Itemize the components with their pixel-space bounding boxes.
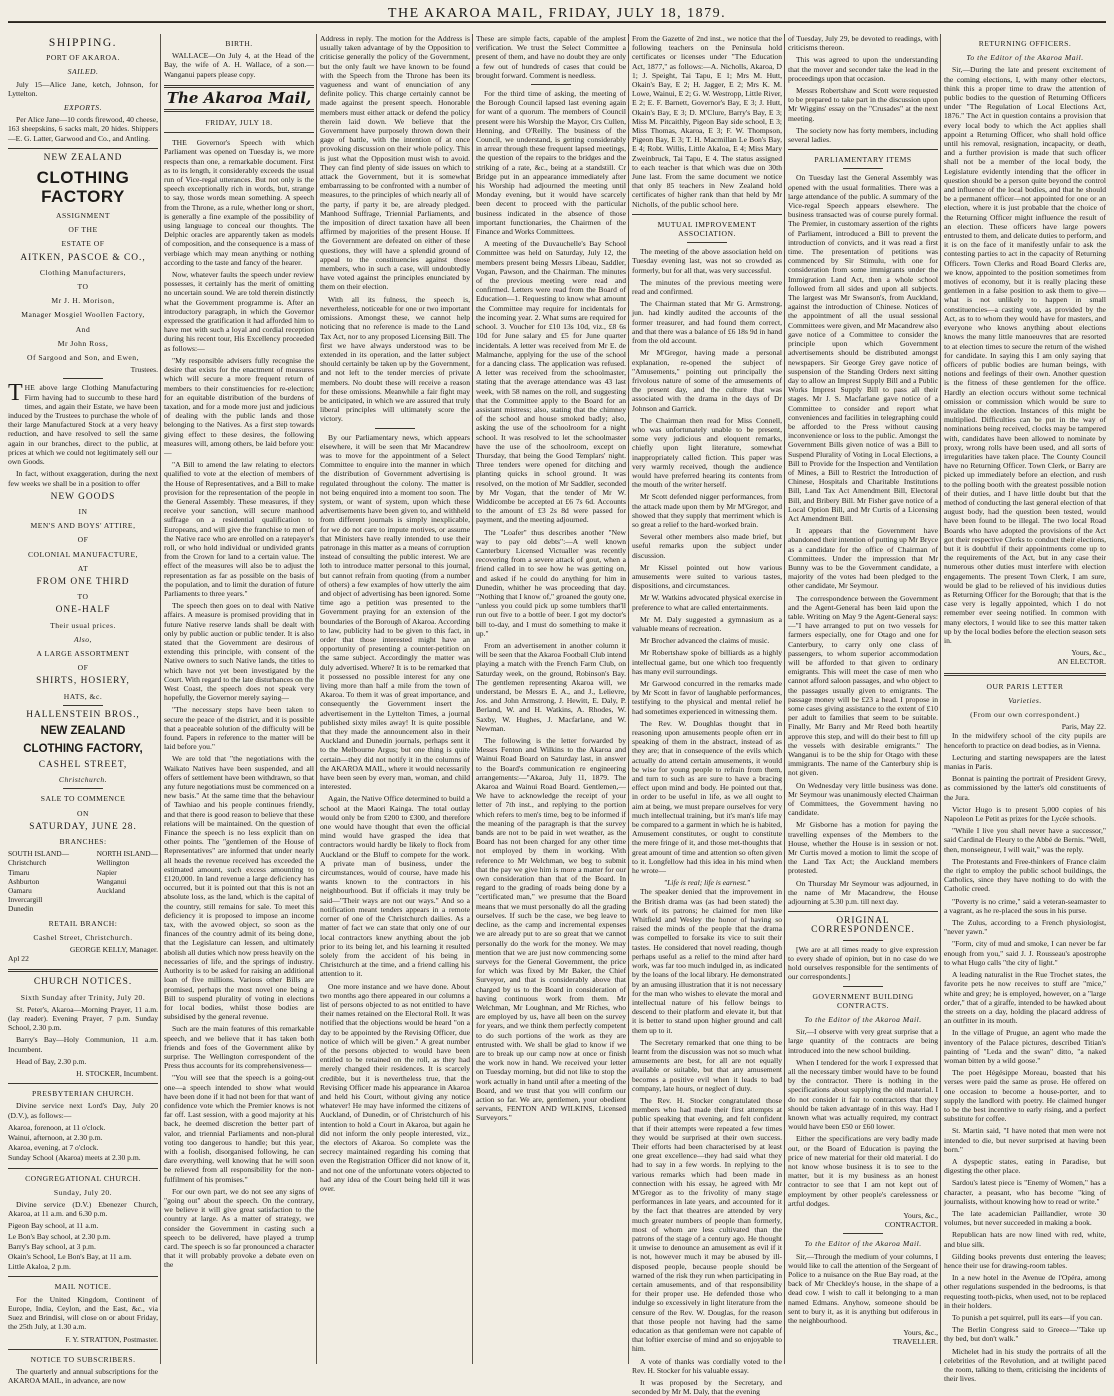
paris-item: "Poverty is no crime," said a veteran-seamaster to a vagrant, as he re-placed the sous in his purse. bbox=[944, 896, 1106, 915]
ad-to2: TO bbox=[77, 592, 89, 602]
branch-item: Invercargill bbox=[8, 895, 43, 905]
cong-line: Barry's Bay school, at 3 p.m. bbox=[8, 1241, 96, 1251]
branch-item: Timaru bbox=[8, 867, 30, 877]
column-4 bbox=[476, 34, 626, 1364]
paris-item: Republican hats are now lined with red, white, and blue silk. bbox=[944, 1230, 1106, 1249]
mutual-p: The Secretary remarked that one thing to be learnt from the discussion was not so much what amusements are best, for all are not equally available or suitable, but that any amusement becomes a positive evil when it leads to bad company, late hours, or neglect of duty. bbox=[632, 1037, 782, 1093]
divider bbox=[164, 109, 314, 112]
presby-text: Divine service next Lord's Day, July 20 (D.V.), as follows:— bbox=[8, 1101, 158, 1120]
ad-shirts: SHIRTS, HOSIERY, bbox=[36, 676, 130, 687]
divider bbox=[63, 705, 103, 706]
ad-on: ON bbox=[77, 808, 89, 818]
divider bbox=[843, 986, 883, 987]
news-school-committee: A meeting of the Duvauchelle's Bay School Committee was held on Saturday, July 12, the members present being Messrs Libeau, Saddler, Vogan, Pawson, and the Chairman. The minutes of the previous meeting were read and confirmed. Letters were read from the Board of Education—1. Requesting to know what amount the Committee may require for incidentals for the incoming year. 2. What sums are required for school. 3. Voucher for £10 13s 10d, viz., £8 6s 10d for June salary and £5 for June quarter incidentals. A letter was received from Mr E. de Malmanche, applying for the use of the school for a dancing class. The application was refused. A letter was received from the schoolmaster, stating that the average attendance was 43 last week, with 58 names on the roll, and suggesting that the Committee apply to the Board for an assistant mistress; also, stating that the chimney of the school and house smoked badly; also, asking the use of the schoolroom for a night school. It was resolved to let the schoolmaster have the use of the schoolroom, except on Thursday, that being the Good Templars' night. Three tenders were opened for ditching and planting quicks in school ground. It was resolved, on the motion of Mr Saddler, seconded by Mr Vogan, that the tender of Mr W. Widdicombe be accepted at £6 7s 6d. Accounts to the amount of £3 2s 8d were passed for payment, and the meeting adjourned. bbox=[476, 239, 626, 525]
ad-manager: GEORGE KELLY, Manager. bbox=[69, 945, 158, 954]
column-divider bbox=[472, 34, 473, 1364]
editorial-quote-3: "The necessary steps have been taken to secure the peace of the district, and it is possible that a peaceable solution of the difficulty will be found. Papers in reference to the matter will be laid before you." bbox=[164, 705, 314, 752]
ad-and: And bbox=[75, 324, 91, 334]
news-football: From an advertisement in another column it will be seen that the Akaroa Football Club intend playing a match with the French Farm Club, on Saturday week, on the ground, Robinson's Bay. The gentlemen representing Akaroa will, we understand, be Messrs E. A., and J., Lelievre, Jos. and John Armstrong, J. Hewitt, E. Daly, P. Berland, W. and H. Watkins, A. Rhodes, W. Saxby, W. Hughes, J. Macfarlane, and W. Newman. bbox=[476, 641, 626, 733]
branch-item: SOUTH ISLAND— bbox=[8, 849, 69, 859]
ad-body-1 bbox=[8, 380, 158, 467]
cong-line: Le Bon's Bay school, at 2.30 p.m. bbox=[8, 1231, 111, 1241]
divider bbox=[164, 85, 314, 88]
returning-officers-to: To the Editor of the Akaroa Mail. bbox=[966, 53, 1084, 63]
mutual-p: The Chairman stated that Mr G. Armstrong, jun. had kindly audited the accounts of the former treasurer, and had found them correct, and that there was a balance of £6 18s 9d in hand from the old account. bbox=[632, 299, 782, 346]
editorial-p5: Such are the main features of this remarkable speech, and we believe that it has taken both friends and foes of the Government alike by surprise. The Wellington correspondent of the Press thus accounts for its comprehensiveness— bbox=[164, 1024, 314, 1071]
mutual-p: The meeting of the above association held on Tuesday evening last, was not so crowded as formerly, but for all that, was very successful. bbox=[632, 247, 782, 275]
column-2 bbox=[164, 34, 314, 1364]
editorial-p2: Now, whatever faults the speech under review possesses, it certainly has the merit of omitting no uncertain sound. We are told therein distinctly what the Government programme is. After an introductory paragraph, in which the Governor expressed the gratification it had afforded him to have met with such a loyal and cordial reception during his recent tour, His Excellency proceeded as follows:— bbox=[164, 270, 314, 353]
orig-corr-heading: ORIGINAL CORRESPONDENCE. bbox=[811, 916, 915, 936]
ad-mens: MEN'S AND BOYS' ATTIRE, bbox=[30, 521, 136, 531]
editorial-p6: For our own part, we do not see any signs of "going out" about the speech. On the contrary, we believe it will give great satisfaction to the country at large. As a matter of strategy, we consider the Government in casting such a speech to be delivered, have played a trump card. The speech is so far pronounced a character that it will probably provoke a debate even on the bbox=[164, 1186, 314, 1270]
ad-of: OF bbox=[77, 535, 89, 545]
column-6 bbox=[788, 34, 938, 1364]
masthead bbox=[0, 6, 1114, 28]
birth-heading: BIRTH. bbox=[225, 39, 253, 48]
divider bbox=[843, 168, 883, 169]
gbc-p: Sir,—I observe with very great surprise that a large quantity of the contracts are being introduced into the new school building. bbox=[788, 1027, 938, 1055]
sailed-text: July 15—Alice Jane, ketch, Johnson, for Lyttelton. bbox=[8, 79, 158, 98]
mutual-p: Several other members also made brief, but useful remarks upon the subject under discussion. bbox=[632, 532, 782, 560]
paris-item: Gilding books prevents dust entering the leaves; hence their use for drawing-room tables. bbox=[944, 1251, 1106, 1270]
ad-nz2: NEW ZEALAND bbox=[40, 724, 126, 737]
paris-item: A dyspeptic states, eating in Paradise, but digesting the other place. bbox=[944, 1156, 1106, 1176]
divider bbox=[632, 214, 782, 215]
ad-date: Apl 22 bbox=[8, 954, 29, 964]
parl-text: On Thursday Mr Seymour was adjourned, in the name of Mr Macandrew, the House adjourning at 5.30 p.m. till next day. bbox=[788, 878, 938, 907]
divider bbox=[375, 428, 415, 429]
paris-item: To punish a pet squirrel, pull its ears—if you can. bbox=[952, 1313, 1103, 1322]
mutual-p: A vote of thanks was cordially voted to the Rev. H. Stocker for his valuable essay. bbox=[632, 1356, 782, 1375]
ad-also: Also, bbox=[74, 634, 92, 644]
paris-item: Bonnat is painting the portrait of President Grevy, as commissioned by the latter's old constituents of the Jura. bbox=[944, 774, 1106, 802]
column-divider bbox=[316, 34, 317, 1364]
paris-item: In the midwifery school of the city pupils are henceforth to practice on dead bodies, as in Vienna. bbox=[944, 731, 1106, 750]
ad-estate-of: ESTATE OF bbox=[61, 239, 105, 249]
ad-in: IN bbox=[78, 506, 88, 516]
branch-item: Napier bbox=[96, 867, 117, 877]
presby-line: Akaroa, evening, at 7 o'clock. bbox=[8, 1143, 99, 1153]
presby-line: Sunday School (Akaroa) meets at 2.30 p.m. bbox=[8, 1153, 141, 1163]
paris-item: St. Martin said, "I have noted that men were not intended to die, but never surprised at having been born." bbox=[944, 1126, 1106, 1154]
paris-item: "While I live you shall never have a successor," said Cardinal de Fleury to the Abbé de Bernis. "Well, then, monseigneur, I will wait," was the reply. bbox=[944, 826, 1106, 854]
shipping-heading: SHIPPING. bbox=[48, 37, 118, 49]
subs-heading: NOTICE TO SUBSCRIBERS. bbox=[30, 1354, 136, 1364]
ad-ross-sub: Of Sargood and Son, and Ewen, bbox=[26, 353, 139, 363]
port-heading: PORT OF AKAROA. bbox=[46, 53, 120, 63]
mutual-p: Mr Brocher advanced the claims of music. bbox=[640, 636, 770, 646]
paris-item: Michelet had in his study the portraits of all the celebrities of the Revolution, and at twilight paced the room, talking to them, criticising the incidents of their lives. bbox=[944, 1346, 1106, 1384]
paris-date: Paris, May 22. bbox=[1061, 722, 1106, 732]
ad-chch: Christchurch. bbox=[58, 775, 108, 785]
gbc2-p: Sir,—Through the medium of your columns, I would like to call the attention of the Sergeant of Police to a nuisance on the Rue Bay road, at the back of Mr Checkley's house, in the shape of a dead cow. I wish to call it belonging to a man named Edmans. Anyhow, someone should be sent to bury it, as it is anything but odiferous in the neighbourhood. bbox=[788, 1251, 938, 1325]
returning-officers-sig: Yours, &c., bbox=[1071, 648, 1106, 658]
ad-body-1-text: HE above large Clothing Manufacturing Firm having had to succumb to these hard times, and again their Estate, we have been induced by the Trustees to purchase the whole of their large Manufactured Stock at a very heavy reduction, and have resolved to sell the same again in our branches, direct to the public, at prices at which we could not legitimately sell our own Goods. bbox=[8, 383, 158, 467]
ad-their-prices: Their usual prices. bbox=[50, 620, 116, 630]
ad-new-goods: NEW GOODS bbox=[50, 491, 116, 502]
branch-item: NORTH ISLAND— bbox=[96, 849, 158, 859]
divider bbox=[843, 1233, 883, 1234]
exports-label: EXPORTS. bbox=[64, 103, 102, 113]
cong-heading: CONGREGATIONAL CHURCH. bbox=[25, 1173, 141, 1183]
gbc-heading: GOVERNMENT BUILDING CONTRACTS. bbox=[812, 991, 914, 1010]
mutual-p: The Chairman then read for Miss Connell, who was unfortunately unable to be present, some very judicious and eloquent remarks, chiefly upon light literature, somewhat inappropriately called fiction. This paper was very warmly received, though the audience would have preferred hearing its contents from the mouth of the writer herself. bbox=[632, 415, 782, 490]
ad-ross: Mr John Ross, bbox=[57, 338, 109, 348]
divider bbox=[788, 911, 938, 912]
paper-nameplate: The Akaroa Mail, bbox=[166, 88, 312, 107]
mutual-heading: MUTUAL IMPROVEMENT ASSOCIATION. bbox=[657, 219, 757, 239]
paris-heading: OUR PARIS LETTER bbox=[986, 681, 1064, 691]
branches-north bbox=[97, 849, 158, 913]
parl-text: It appears that the Government have abandoned their intention of putting up Mr Bryce as a candidate for the office of Chairman of Committees. Under the impression that Mr Bunny was to be the Government candidate, a majority of the votes had been pledged to the other candidate, Mr Seymour. bbox=[788, 526, 938, 591]
divider bbox=[63, 788, 103, 789]
paris-item: The Berlin Congress said to Greece—"Take up thy bed, but don't walk." bbox=[944, 1325, 1106, 1344]
column-7-right bbox=[944, 34, 1106, 1384]
paris-item: A leading naturalist in the Rue Trochet states, the favorite pets he now receives to stuff are "mice," white and grey; he is employed, however, on a "large order," that of a giraffe, intended to be hawked about the streets on a day, holding the placard address of an outfitter in its mouth. bbox=[944, 970, 1106, 1026]
divider bbox=[63, 378, 103, 379]
parl-text: On Tuesday last the General Assembly was opened with the usual formalities. There was a large attendance of the public. A summary of the Vice-regal Speech appears elsewhere. The business transacted was of course purely formal. The Premier, in customary assertion of the rights of Parliament, introduced a Bill to prevent the introduction of convicts, and it was read a first time. The presentation of petitions was commenced by Sir Stimulu, with one for consideration from some immigrants under the Immigration Land Act, then a whole school followed from all sides and upon all subjects. The largest was Mr Swanson's, from Auckland, against the introduction of Chinese. Notices of the appointment of all the usual sessional Committees were given, and Mr Macandrew also gave notice of a Committee to consider the principle upon which Government advertisements should be distributed amongst newspapers. Sir George Grey gave notice of suspension of the Standing Orders next sitting day to allow an Imprest Supply Bill and a Public Works Imprest Supply Bill to pass all their stages. Mr J. S. Macfarlane gave notice of a Committee to consider and report what conveniences and facilities in telegraphing could be afforded to the Press without causing inconvenience or loss to the public. Amongst the Government Bills given notice of was a Bill to Suspend Plurality of Voting in Local Elections, a Bill to Provide for the Inspection and Ventilation of Mines, a Bill to Restrict the Introduction of Chinese, Hospitals and Charitable Institutions Bill, Land Tax Act Amendment Bill, Electoral Bill, and Bribery Bill. Mr Fisher gave notice of a Local Option Bill, and Mr Curtis of a Licensing Act Amendment Bill. bbox=[788, 173, 938, 523]
ad-firm-sub: Clothing Manufacturers, bbox=[39, 267, 127, 277]
mutual-p: It was proposed by the Secretary, and seconded by Mr M. Daly, that the evening bbox=[632, 1378, 782, 1396]
divider bbox=[8, 969, 158, 972]
branch-item: Auckland bbox=[96, 885, 126, 895]
presby-line: Akaroa, forenoon, at 11 o'clock. bbox=[8, 1122, 106, 1132]
column-divider bbox=[940, 34, 941, 1364]
editorial-p4: We are told that "the negotiations with the Waikato Natives have been suspended, and all offers of settlement have been withdrawn, so that any future negotiations must be commenced on a new basis." At the same time that the behaviour of Tawhiao and his people continues friendly, and that there is good reason to believe that these relations will be maintained. On the question of Finance the speech is no less explicit than on other points. The "gentlemen of the House of Representatives" are informed that under nearly all heads the revenue received has exceeded the estimated amount, such excess amounting to £120,000. In land revenue a large deficiency has occurred, but it is pointed out that this is not an absolute loss, as the land, which is the capital of the country, still remains for sale. To meet this deficiency it is proposed to impose an income tax, with the avowed object, so soon as the finances of the country admit of its being done, that the Legislature can lessen, and ultimately abolish all duties which now press heavily on the necessaries of life, and the springs of industry. Authority is to be asked for raising an additional loan of five millions. Various other Bills are promised, perhaps the most novel one being a Bill to suspend plurality of voting in elections for local bodies, whilst those bodies are subsidised by the general revenue. bbox=[164, 754, 314, 1022]
ad-hallenstein: HALLENSTEIN BROS., bbox=[26, 709, 140, 720]
presby-line: Wainui, afternoon, at 2.30 p.m. bbox=[8, 1133, 103, 1143]
editorial-cont-p1: Address in reply. The motion for the Address is usually taken advantage of by the Opposition to criticise generally the policy of the Government, but the only fault we have known to be found with the Speech from the Throne has been its vagueness and want of enunciation of any definite policy. This charge certainly cannot be made against the present speech. Honorable members must either attack or defend the policy therein laid down. We believe that the Government have purposely thrown down their gage of battle, with the intention of at once provoking discussion on their whole policy. This is just what the Opposition must wish to avoid. They can find plenty of side issues on which to attack the Government, but it is somewhat embarrassing to be confronted with a number of measures, to the principles of which nearly all of the party, if party it be, are already pledged. Manhood Suffrage, Triennial Parliaments, and the imposition of direct taxation have all been affirmed by majorities of the present House. If the Government are defeated on either of these questions, they will have a splendid ground of appeal to the constituencies against those members, who in such a case, will undoubtedly have voted against the principles enunciated by them on their election. bbox=[320, 34, 470, 292]
divider bbox=[531, 84, 571, 85]
ad-morison: Mr J. H. Morison, bbox=[51, 296, 115, 306]
gbc2-name: TRAVELLER. bbox=[892, 1337, 938, 1347]
ad-body-2: In fact, without exaggeration, during the next few weeks we shall be in a position to offer bbox=[8, 469, 158, 488]
gbc-to: To the Editor of the Akaroa Mail. bbox=[804, 1014, 922, 1024]
masthead-title: THE AKAROA MAIL, FRIDAY, JULY 18, 1879. bbox=[387, 6, 727, 21]
ad-colonial: COLONIAL MANUFACTURE, bbox=[27, 549, 139, 559]
paris-sub: Varieties. bbox=[1008, 695, 1042, 705]
ad-sale: SALE TO COMMENCE bbox=[40, 794, 126, 804]
ad-retail: RETAIL BRANCH: bbox=[48, 918, 118, 928]
ad-sale-date: SATURDAY, JUNE 28. bbox=[29, 821, 137, 832]
editorial-p3: The speech then goes on to deal with Native affairs. A measure is promised providing that in future Native reserve lands shall be dealt with only by public auction or public tender. It is also stated that the Government are desirous of extending this principle, with consent of the Native owners to such Native lands, the titles to which have not yet been investigated by the Court. With regard to the late disturbances on the West Coast, the speech does not speak very hopefully, the Governor merely saying— bbox=[164, 601, 314, 703]
ad-retail-addr: Cashel Street, Christchurch. bbox=[33, 932, 133, 942]
ad-at: AT bbox=[77, 563, 89, 573]
news-borough-council: For the third time of asking, the meeting of the Borough Council lapsed last evening again for want of a quorum. The members of Council present were his Worship the Mayor, Crs Cullen, Henning, and O'Reilly. The business of the Council, we understand, is getting considerably in arrear through these frequent lapsed meetings, the question of the repairs to the bridges and the striking of a rate, &c., being at a standstill. Cr Bridge put in an appearance immediately after his Worship had adjourned the meeting until Monday evening, but it would have scarcely been decent to proceed with the particular business indicated in the absence of those important functionaries, the Chairmen of the Finance and Works Committees. bbox=[476, 89, 626, 237]
subs-text: The quarterly and annual subscriptions for the AKAROA MAIL, in advance, are now bbox=[8, 1366, 158, 1386]
paris-item: Lecturing and starting newspapers are the latest manias in Paris. bbox=[944, 752, 1106, 772]
divider bbox=[843, 940, 883, 941]
cong-date: Sunday, July 20. bbox=[53, 1187, 113, 1197]
column-5 bbox=[632, 34, 782, 1396]
divider bbox=[8, 1168, 158, 1169]
paris-item: The poet Hégésippe Moreau, boasted that his verses were paid the same as prose. He offered on one occasion to become a house-porter, and to supply the landlord with poetry. He claimed hunger to be the best incentive to early rising, and a perfect substitute for coffee. bbox=[944, 1068, 1106, 1124]
ad-trustees: Trustees. bbox=[130, 365, 158, 375]
paris-item: The late academician Paillandier, wrote 30 volumes, but never succeeded in making a book. bbox=[944, 1208, 1106, 1228]
branches-list bbox=[8, 849, 158, 913]
ad-to: TO bbox=[77, 282, 89, 292]
gbc2-to: To the Editor of the Akaroa Mail. bbox=[804, 1239, 922, 1249]
news-loafer: The "Loafer" thus describes another "New way to pay old debts":—A well known Canterbury Licensed Victualler was recently recovering from a severe attack of gout, when a friend called in to see how he was getting on, and asked if he could do anything for him in Dunedin, whither he was proceeding that day. "Nothing that I know of," groaned the gouty one, "unless you could pick up some tumblers that'll run out five to a bottle of beer. I got my doctor's bill to-day, and I must do something to make it up." bbox=[476, 527, 626, 638]
mail-postmaster: F. Y. STRATTON, Postmaster. bbox=[65, 1334, 158, 1344]
gbc2-sig: Yours, &c., bbox=[903, 1328, 938, 1338]
editorial-cont-p2: With all its fulness, the speech is, nevertheless, noticeable for one or two important omissions. Amongst these, we cannot help noticing that no reference is made to the Land Tax Act, nor to any proposed Licensing Bill. The first we have always understood was to be extended in its operation, and the latter subject should certainly be taken up by the Government, and not left to the tender mercies of private members. No doubt these will receive a reason for these omissions. Meanwhile a fair fight may be anticipated, in which we are assured that truly liberal principles will ultimately score the victory. bbox=[320, 294, 470, 424]
mutual-p: Mr M'Gregor, having made a personal explanation, re-opened the subject of "Amusements," pointing out principally the frivolous nature of some of the amusements of the present day, and the culture that was associated with the drama in the days of Dr Johnson and Garrick. bbox=[632, 348, 782, 413]
ad-assignment: ASSIGNMENT bbox=[56, 211, 110, 221]
editorial-quote-1: "My responsible advisers fully recognise the desire that exists for the enactment of measures which will secure a more frequent return of members to their constituencies for re-election; for an equitable distribution of the burdens of taxation, and for a mode more just and judicious of dealing with the public lands and those belonging to the Natives. As a first step towards giving effect to these desires, the following measures will, among others, be laid before you:— bbox=[164, 355, 314, 457]
mutual-p: The Rev. W. Doughlas thought that in reasoning upon amusements people often err in speaking of them in the abstract, instead of as they are; that in consequence of the evils which actually do attend certain amusements, it would be wise for young people to refrain from them, and turn to such as are sure to have a bracing effect upon mind and body. He pointed out that, in order to be useful in life, as we all ought to aim at being, we must prepare ourselves for very much intellectual training, but it's man's life may be compared to a garment in which he is habited, Amusement constitutes, or ought to constitute the mere fringe of it, and those met-thoughts that great amount of time and attention so often given to it. Longfellow had this idea in his mind when he wrote— bbox=[632, 718, 782, 876]
paris-item: "Form, city of mud and smoke, I can never be far enough from you," said J. J. Rousseau's apostrophe to what Hugo calls "the city of light." bbox=[944, 939, 1106, 967]
orig-corr-note: [We are at all times ready to give expression to every shade of opinion, but in no case do we hold ourselves responsible for the sentiments of our correspondents.] bbox=[788, 944, 938, 982]
branch-item: Dunedin bbox=[8, 904, 34, 914]
ad-clothing-factory-title: CLOTHING FACTORY bbox=[36, 168, 130, 207]
divider bbox=[8, 1349, 158, 1350]
gbc-name: CONTRACTOR. bbox=[884, 1220, 938, 1230]
mail-text: For the United Kingdom, Continent of Europe, India, Ceylon, and the East, &c., via Suez and Brindisi, will close on or about Friday, the 25th July, at 1.30 a.m. bbox=[8, 1294, 158, 1332]
branches-south bbox=[8, 849, 69, 913]
editorial-quote-4: "You will see that the speech is a going-out one—a speech intended to show what would have been done if it had not been for that want of confidence vote which the Premier knows is not far off. Last session, with a good majority at his back, he deemed discretion the better part of valor, and triennial Parliaments and non-plural voting too dangerous to handle; but this year, with a foolish, disorganised following, he can dare everything, well knowing that he will soon be relieved from all responsibility for the non-fulfilment of his promises." bbox=[164, 1073, 314, 1184]
editorial-quote-2: "A Bill to amend the law relating to electors qualified to vote at the election of members of the House of Representatives, and a Bill to make provision for the representation of the people in the General Assembly. These measures, if they receive your sanction, will secure manhood suffrage on a residential qualification to Europeans, and will give the franchise to men of the Native race who are enrolled on a ratepayer's roll, or who hold individual or undivided grants from the Crown for land to a certain value. The effect of the measures will also be to adjust the representation as far as possible on the basis of the population, and to limit the duration of future Parliaments to three years." bbox=[164, 460, 314, 598]
returning-officers-heading: RETURNING OFFICERS. bbox=[978, 39, 1072, 48]
paris-item: Sardou's latest piece is "Enemy of Women," has a character, a peasant, who has become "king of journalists, without knowing how to read or write." bbox=[944, 1178, 1106, 1206]
birth-text: WALLACE—On July 4, at the Head of the Bay, the wife of A. H. Wallace, of a son.—Wanganui papers please copy. bbox=[164, 51, 314, 79]
parl-text: On Wednesday very little business was done. Mr Seymour was unanimously elected Chairman of Committees, the Government having no candidate. bbox=[788, 780, 938, 818]
branch-item: Ashburton bbox=[8, 876, 40, 886]
ad-cf2: CLOTHING FACTORY, bbox=[23, 742, 143, 755]
mutual-p: Mr Robertshaw spoke of billiards as a highly intellectual game, but one which too frequently has many evil surroundings. bbox=[632, 648, 782, 676]
mutual-p: Mr Scott defended nigger performances, from the attack made upon them by Mr M'Gregor, and showed that they supply that merriment which is so great a relief to the hard-worked brain. bbox=[632, 492, 782, 529]
gbc-p: When I tendered for the work I expressed that all the necessary timber would have to be found by the contractor. There is nothing in the specifications about supplying the old material. I do not consider it fair to contractors that they should be taken advantage of in this way. Had I known what was actually required, my contract would have been £50 or £60 lower. bbox=[788, 1057, 938, 1132]
ad-branches: BRANCHES: bbox=[59, 836, 107, 846]
church-stocker: H. STOCKER, Incumbent. bbox=[76, 1069, 158, 1079]
cong-line: Little Akaloa, 2 p.m. bbox=[8, 1262, 71, 1272]
divider bbox=[687, 242, 727, 243]
ad-firm-name: AITKEN, PASCOE & CO., bbox=[20, 252, 146, 263]
parl-text: Mr Gisborne has a motion for paying the travelling expenses of the Members to the House, whether the House is in session or not. Mr Curtis moved a motion to limit the scope of the Land Tax Act; the Auckland members protested. bbox=[788, 820, 938, 876]
divider bbox=[944, 673, 1106, 676]
mutual-cont: This was agreed to upon the understanding that the mover and seconder take the lead in the proceedings upon that occasion. bbox=[788, 55, 938, 83]
divider bbox=[8, 1276, 158, 1277]
mutual-p: Mr W. Watkins advocated physical exercise in preference to what are called entertainments. bbox=[632, 593, 782, 612]
news-teachers: From the Gazette of 2nd inst., we notice that the following teachers on the Peninsula hold certificates or licenses under "The Education Act, 1877," as follows:—A. Nicholls, Akaroa, D 1; J. Speight, Tai Tapu, E 1; Mrs M. Hutt, Okain's Bay, E 2; H. Jagger, E 2; Mrs K. M. Lowe, Wainui, E 2; G. W. Westropp, Little River, E 2; E. F. Barnett, Governor's Bay, E 3; J. Hutt, Okain's Bay, E 3; D. M'Clure, Barry's Bay, E 3; Miss M. Pitcaithly, Pigeon Bay side school, E 3; Miss Thomas, Akaroa, E 3; F. W. Thompson, Pigeon Bay, E 3; T. H. Macmillan Le Bon's Bay, E 4; Robt. Willis, Little Akaloa, E 4; Miss Mary Zweinbruck, Tai Tapu, E 4. The status assigned to each teacher is that which was due on 30th June last. From the same document we notice that only 85 teachers in New Zealand hold certificates of higher rank than that held by Mr Nicholls, of the public school here. bbox=[632, 34, 782, 209]
mutual-cont: of Tuesday, July 29, be devoted to readings, with criticisms thereon. bbox=[788, 34, 938, 53]
editorial-cont-p5: One more instance and we have done. About two months ago there appeared in our columns a list of persons objected to as not entitled to have their names retained on the Electoral Roll. It was notified that the objections would be heard "on a day to be appointed by the Revising Officer, due notice of which will be given." A great number of the persons objected to would have been entitled to be retained on the roll, as they had merely changed their residences. It is scarcely credible, but it is nevertheless true, that the Revising Officer made his appearance in Akaroa and held his Court, without giving any notice whatever! He may have informed the citizens of Auckland, of Dunedin, or of Christchurch of his intention to hold a Court in Akaroa, but again he did not inform the only people interested, viz., the electors of Akaroa. So complete was the secrecy maintained regarding his coming that even the Registration Officer did not know of it, and not one of the unfortunate voters objected to had any idea of the Court being held till it was over. bbox=[320, 981, 470, 1193]
branch-item: Christchurch bbox=[8, 858, 47, 868]
church-sunday: Sixth Sunday after Trinity, July 20. bbox=[20, 992, 146, 1002]
mutual-p: Mr M. Daly suggested a gymnasium as a valuable means of recreation. bbox=[632, 614, 782, 633]
ad-from: FROM ONE THIRD bbox=[36, 576, 130, 587]
ad-nz-title: NEW ZEALAND bbox=[43, 152, 123, 163]
ad-of2: OF bbox=[77, 663, 89, 673]
parl-heading: PARLIAMENTARY ITEMS bbox=[814, 155, 912, 165]
branch-item: Wanganui bbox=[96, 876, 127, 886]
paris-item: In the village of Prugue, an agent who made the inventory of the Palace pictures, described Titian's painting of "Leda and the swan" ditto, "a naked woman bitten by a wild goose." bbox=[944, 1028, 1106, 1065]
mutual-p: Mr Kissel pointed out how various amusements were suited to various tastes, dispositions, and circumstances. bbox=[632, 562, 782, 591]
divider bbox=[788, 149, 938, 150]
ad-large-assort: A LARGE ASSORTMENT bbox=[36, 648, 130, 658]
mail-heading: MAIL NOTICE. bbox=[54, 1282, 112, 1292]
mutual-quote: "Life is real; life is earnest." bbox=[663, 878, 751, 888]
column-1 bbox=[8, 34, 158, 1386]
parl-text: The correspondence between the Government and the Agent-General has been laid upon the table. Writing on May 9 the Agent-General says:—"I have arranged to put on two vessels for farmers especially, one for Otago and one for Canterbury, to carry only one class of passengers, to whom superior accommodation will be afforded to that given to ordinary emigrants. This will meet the case of men who cannot afford saloon passages, and who object to the passages usually given to emigrants. The passage money will be £23 a head. I propose in some cases giving assistance to the extent of £10 per adult to families that seem to be suitable. Finally, Mr Barry and Mr Reed both heartily approve this step, and will do their best to fill up the vessels with desirable emigrants." The Wanganui is to be the ship for Otago with these immigrants. The name of the Canterbury ship is not given. bbox=[788, 593, 938, 778]
editorial-p1: THE Governor's Speech with which Parliament was opened on Tuesday is, we more respects than one, a remarkable document. First as to its length, it considerably exceeds the usual run of Vice-regal utterances. But not only is the speech exceptionally rich in words, but, strange to say, those words mean something. A speech from the Throne, as a rule, whether long or short, is generally a fine example of the possibility of using language to conceal our thoughts. The Delphic oracles are apparently taken as models of composition, and the consequence is a mass of verbiage which may mean anything or nothing according to the taste and fancy of the hearer. bbox=[164, 138, 314, 267]
mutual-cont: The society now has forty members, including several ladies. bbox=[788, 125, 938, 145]
mutual-p: The minutes of the previous meeting were read and confirmed. bbox=[632, 277, 782, 297]
mutual-p: The Rev. H. Stocker congratulated those members who had made their first attempts at public speaking that evening, and felt confident that if their attempts were repeated a few times they would be surprised at their own success. Their efforts had been characterised by at least one great excellence—they had said what they had to say in a few words. In replying to the various remarks which had been made in connection with his essay, he agreed with Mr M'Gregor as to the frivolity of many stage performances in late years, and accounted for it by the fact that theatres are attended by very much greater numbers of people than formerly, most of whom are less cultivated than the patrons of the stage of a century ago. He thought it unwise to denounce an amusement as evil if it is not, however much it may be abused by ill-disposed people, because people should be warned of the risk they run when participating in certain amusements, and of that responsibility for their proper use. He defended those who indulge so excessively in light literature from the censure of the Rev. W. Douglas, for the reason that those people not having had the same education as that gentleman were not capable of that loftier exercise of mind and so enjoyable to him. bbox=[632, 1095, 782, 1354]
branch-item: Oamaru bbox=[8, 885, 32, 895]
paris-item: The Zulus, according to a French physiologist, "never yawn." bbox=[944, 918, 1106, 937]
cong-text: Divine service (D.V.) Ebenezer Church, Akaroa, at 11 a.m. and 6.30 p.m. bbox=[8, 1200, 158, 1219]
editorial-date: FRIDAY, JULY 18. bbox=[205, 118, 273, 128]
column-3 bbox=[320, 34, 470, 1364]
divider bbox=[164, 132, 314, 133]
mutual-p: The speaker denied that the improvement in the British drama was (as had been stated) the work of its patrons; he claimed for men like Whitfield and Wesley the honor of having so raised the minds of the people that the drama was compelled to forsake its vice to suit their tastes. He considered that novel reading, though perhaps useful as a relief to the mind after hard work, was far too much indulged in, as indicated by the loans of the local library. He demonstrated by an amusing illustration that it is not necessary for the man who wishes to elevate the moral and intellectual nature of his fellow beings to descend to their platform and elevate it, but that it is better to stand upon higher ground and call them up to it. bbox=[632, 887, 782, 1035]
column-divider bbox=[160, 34, 161, 1364]
paris-item: Victor Hugo is to present 5,000 copies of his Napoleon Le Petit as prizes for the Lycée schools. bbox=[944, 804, 1106, 824]
sailed-label: SAILED. bbox=[67, 67, 99, 77]
masthead-rule bbox=[8, 21, 1106, 23]
paris-item: In a new hotel in the Avenue de l'Opéra, among other regulations suspended in the bedrooms, is that requesting tooth-picks, when used, not to be replaced in their holders. bbox=[944, 1273, 1106, 1310]
ad-morison-sub: Manager Mosgiel Woollen Factory, bbox=[21, 310, 145, 320]
paris-from: (From our own correspondent.) bbox=[970, 710, 1080, 720]
ad-hats: HATS, &c. bbox=[63, 691, 103, 701]
dropcap-t: T bbox=[8, 380, 23, 407]
divider bbox=[8, 148, 158, 149]
gbc-p: Either the specifications are very badly made out, or the Board of Education is paying the price of new material for their old material. I do not know whose business it is to see to the matter, but it is my business as an honest contractor to see that I am not kept out of employment by other people's carelessness or artful dodges. bbox=[788, 1134, 938, 1208]
column-divider bbox=[628, 34, 629, 1364]
gbc-sig: Yours, &c., bbox=[903, 1210, 938, 1220]
mutual-p: Mr Garwood concurred in the remarks made by Mr Scott in favor of laughable performances, testifying to the physical and mental relief he had sometimes experienced in witnessing them. bbox=[632, 679, 782, 716]
news-p1: These are simple facts, capable of the amplest verification. We trust the Select Committee a present of them, and have no doubt they are only a few out of hundreds of cases that could be brought forward. Comment is needless. bbox=[476, 34, 626, 80]
presby-heading: PRESBYTERIAN CHURCH. bbox=[32, 1089, 134, 1099]
church-head: Head of Bay, 2.30 p.m. bbox=[16, 1056, 87, 1066]
paris-item: The Protestants and Free-thinkers of France claim the right to employ the public school buildings, the Catholics, since they have nothing to do with the Catholic creed. bbox=[944, 856, 1106, 894]
ad-half: ONE-HALF bbox=[55, 605, 111, 616]
cong-line: Okain's School, Le Bon's Bay, at 11 a.m. bbox=[8, 1252, 132, 1262]
returning-officers-letter: Sir,—During the late and present excitement of the coming elections, I, with many other electors, think this a proper time to draw the attention of public bodies to the question of Returning Officers under "The Regulation of Local Elections Act, 1876." The Act in question contains a provision that every local body to which the Act applies shall appoint a Returning Officer, who shall hold office until his removal, resignation, incapacity, or death, and a further provision is made that such officer shall not be a member of the local body, the Legislature evidently intending that the officer in question should be a person quite beyond the control and influence of the local bodies, and that he should be a permanent officer—not appointed for one or an election, where it is just probable that the choice of the Returning Officer might influence the result of an election. These officers have large powers entrusted to them, and delicate duties to perform, and it is on the face of it manifestly unfair to ask the contesting parties to act in the capacity of Returning Officers. Town Clerks and Road Board Clerks are, we know, appointed to the position sometimes from motives of economy, but it is really placing these gentlemen in a false position to ask them to give—what is not unlikely to happen in small constituencies—a casting vote, as provided by the Act, as to to whom they would have for masters, and everyone who knows anything about elections knows the many little manoeuvres that are resorted to at election times to secure the return of the wished for candidate. In saying this I am only saying that officers of public bodies are human beings, with notions and feelings of their own. Another question is the fitness of these gentlemen for the office. Hardly an election occurs without some technical omission or commission which would be sure to invalidate the election. Instances of this might be multiplied. Difficulties can be put in the way of nominations being received, clocks may be tampered with, candidates have been allowed to nominate by proxy, wrong rolls have been used, and all sorts of irregularities have taken place. The County Council have no Returning Officer. Town Clerk, or Barry are picked up immediately before an election, and rush to the polling booth with the greatest possible notion of their duties, and I have little doubt but that the method of conducting the last general election of that august body, had the question been tested, would have been found to be illegal. The two local Road Boards who have adopted the provisions of the Act got their respective Clerks to conduct their elections, but it is doubtful if their appointments come up to the requirements of the Act, but in any case their numerous other duties must interfere with election engagements. The present Town Clerk, I am sure, would be glad to be relieved of his invidious duties as Returning Officer for the Borough; that that is the case very is legally appointed, which I do not remember ever seeing notified. In common with many electors, I would like to see this matter taken up by the local bodies before the election season sets in. bbox=[944, 65, 1106, 645]
church-heading: CHURCH NOTICES. bbox=[33, 977, 133, 988]
editorial-cont-p4: Again, the Native Office determined to build a school at the Maori Kainga. The total outlay would only be from £200 to £300, and therefore one would have thought that even the official mind would have grasped the idea that contractors would hardly be likely to flock from Auckland or the Bluff to compete for the work. A private man of business, under the circumstances, would of course, have made his wants known to the contractors in his neighbourhood. But if officials it may truly be said—"Their ways are not our ways." And so a notification meant tenders appears in a remote corner of one of the Christchurch dailies. As a matter of fact we can state that only one of our local contractors knew anything about the job prior to its being let, and his learning it resulted solely from the accident of his being in Christchurch at the time, and a friend calling his attention to it. bbox=[320, 794, 470, 979]
returning-officers-name: AN ELECTOR. bbox=[1057, 657, 1106, 667]
exports-text: Per Alice Jane—10 cords firewood, 40 cheese, 163 sheepskins, 6 sacks malt, 20 hides. Shippers—E. G. Latter, Garwood and Co., and Antling. bbox=[8, 115, 158, 143]
ad-of-the: OF THE bbox=[68, 225, 98, 235]
church-barrys: Barry's Bay—Holy Communion, 11 a.m. Incumbent. bbox=[8, 1035, 158, 1054]
branch-item: Wellington bbox=[96, 858, 130, 868]
cong-line: Pigeon Bay school, at 11 a.m. bbox=[8, 1221, 99, 1231]
column-divider bbox=[784, 34, 785, 1364]
divider bbox=[8, 1083, 158, 1084]
mutual-cont: Messrs Robertshaw and Scott were requested to be prepared to take part in the discussion upon Mr Wiggins' essay on the "Crusades" at the next meeting. bbox=[788, 86, 938, 123]
ad-cashel: CASHEL STREET, bbox=[38, 759, 128, 770]
editorial-cont-p3: By our Parliamentary news, which appears elsewhere, it will be seen that Mr Macandrew was to move for the appointment of a Select Committee to enquire into the manner in which the distribution of Government advertising is regulated throughout the colony. The matter is not being enquired into a moment too soon. The system, or want of system, upon which these advertisements have been given to, and withheld from different journals is simply inexplicable, for we do not care to impute motives, or assume that Ministers have really intended to use their patronage in this matter as a means of corruption instead of consulting the public interest. We are loth to introduce matter personal to this journal, but cannot refrain from quoting (from a number of others) a few examples of how utterly the aim and object of advertising has been ignored. Some time ago a petition was presented to the Government praying for an extension of the boundaries of the Borough of Akaroa. According to law, publicity had to be given to this fact, in order that those interested might have an opportunity of presenting a counter-petition on the same subject. Accordingly the matter was duly advertised. Where? It is to be remarked that it possessed no possible interest for any one living more than half a mile from the town of Akaroa. To them it was of great importance, and consequently the Government insert the advertisement in the Lyttelton Times, a journal published sixty miles away! It is quite possible that they made the announcement also in their Auckland and Dunedin journals, perhaps sent it to the Melbourne Argus; but one thing is quite certain—they did not notify it in the columns of the AKAROA MAIL, where it would necessarily have been seen by every man, woman, and child interested. bbox=[320, 432, 470, 792]
church-st-peter: St. Peter's, Akaroa—Morning Prayer, 11 a.m. (lay reader). Evening Prayer, 7 p.m. Sunday School, 2.30 p.m. bbox=[8, 1004, 158, 1033]
news-road-board-letter: The following is the letter forwarded by Messrs Fenton and Wilkins to the Akaroa and Wainui Road Board on Saturday last, in answer to the Board's communication re engineering arrangements:—"Akaroa, July 11, 1879. The Akaroa and Wainui Road Board. Gentlemen,—We have to acknowledge the receipt of your letter of 7th inst., and replying to the portion which refers to men's time, beg to be informed if the meaning of the paragraph is that the survey bands are not to be paid in wet weather, as the Board has not been charged for any other time not employed by them in working. With reference to Mr Welchman, we beg to submit that the pay we give him is more a matter for our own consideration than that of the Board. In regard to the grading of roads being done by a "certificated man," we presume that the Board means that we must personally do all the grading ourselves. If such be the case, we beg leave to decline, as the camp and incremental expenses we are already put to are so great that we cannot personally do the work for the money. We may mention that we are just now commencing some surveys for the General Government, the price for which was fixed by Mr Baker, the Chief Surveyor, and that is considerably above that charged by us to the Board in consideration of having continuous work from them. Mr Welchman, Mr Loughnan, and Mr Riches, who are employed by us, have all been on the survey for years, and we think them perfectly competent to do such portions of the work as they are entrusted with. We shall be glad to know if we are to break up our camp now at once or finish the work now in hand. We received your letter on Tuesday morning, but did not like to stop the work actually in hand until after a meeting of the Board, and we trust that you will confirm our action so far. We are, gentlemen, your obedient servants, FENTON AND WILKINS, Licensed Surveyors." bbox=[476, 736, 626, 1123]
